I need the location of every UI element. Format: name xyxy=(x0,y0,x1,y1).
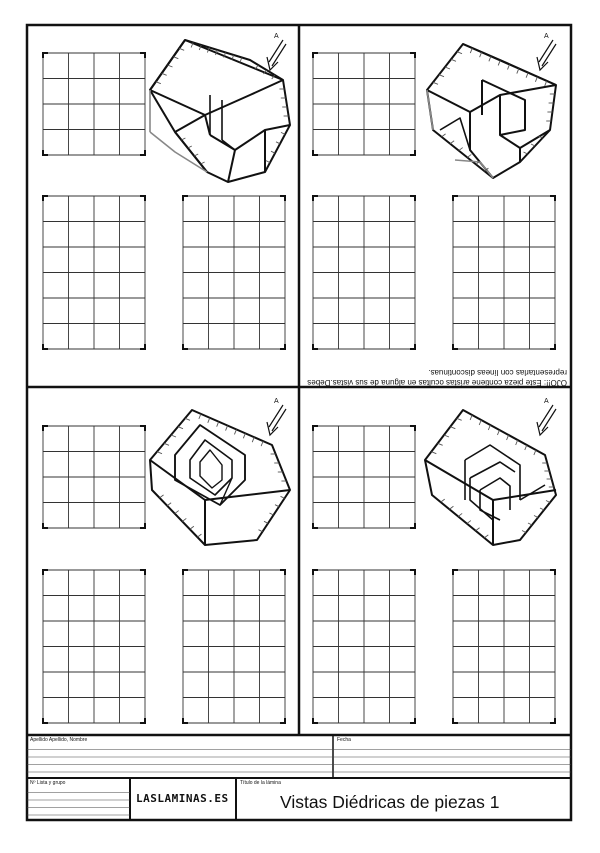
bottom-right-grid-left xyxy=(313,570,415,723)
view-direction-arrow-3 xyxy=(267,398,286,435)
view-direction-arrow-2 xyxy=(537,33,556,70)
bottom-left-small-grid xyxy=(43,426,145,528)
top-left-grid-left xyxy=(43,196,145,349)
figure-4-isometric-steps xyxy=(425,410,556,545)
sheet-title: Vistas Diédricas de piezas 1 xyxy=(280,792,500,812)
bottom-right-grid-right xyxy=(453,570,555,723)
site-logo: LASLAMINAS.ES xyxy=(136,792,229,805)
direction-letter: A xyxy=(274,398,279,405)
list-group-field-label: Nº Lista y grupo xyxy=(30,780,66,786)
view-direction-arrow-4 xyxy=(537,398,556,435)
date-field-label: Fecha xyxy=(337,737,351,743)
direction-letter: A xyxy=(274,33,279,40)
sheet-title-label: Título de la lámina xyxy=(240,780,281,786)
direction-letter: A xyxy=(544,398,549,405)
bottom-left-grid-left xyxy=(43,570,145,723)
top-right-small-grid xyxy=(313,53,415,155)
name-field-label: Apellido Apellido, Nombre xyxy=(30,737,88,743)
top-right-grid-right xyxy=(453,196,555,349)
view-direction-arrow-1 xyxy=(267,33,286,70)
top-right-grid-left xyxy=(313,196,415,349)
bottom-left-grid-right xyxy=(183,570,285,723)
top-left-small-grid xyxy=(43,53,145,155)
direction-letter: A xyxy=(544,33,549,40)
hidden-edges-note: OJO!!: Este pieza contiene aristas ocultas en alguna de sus vistas.Debes representarlas con líneas discontinuas. xyxy=(307,368,567,387)
top-left-grid-right xyxy=(183,196,285,349)
bottom-right-small-grid xyxy=(313,426,415,528)
figure-2-isometric-solid xyxy=(427,44,556,178)
